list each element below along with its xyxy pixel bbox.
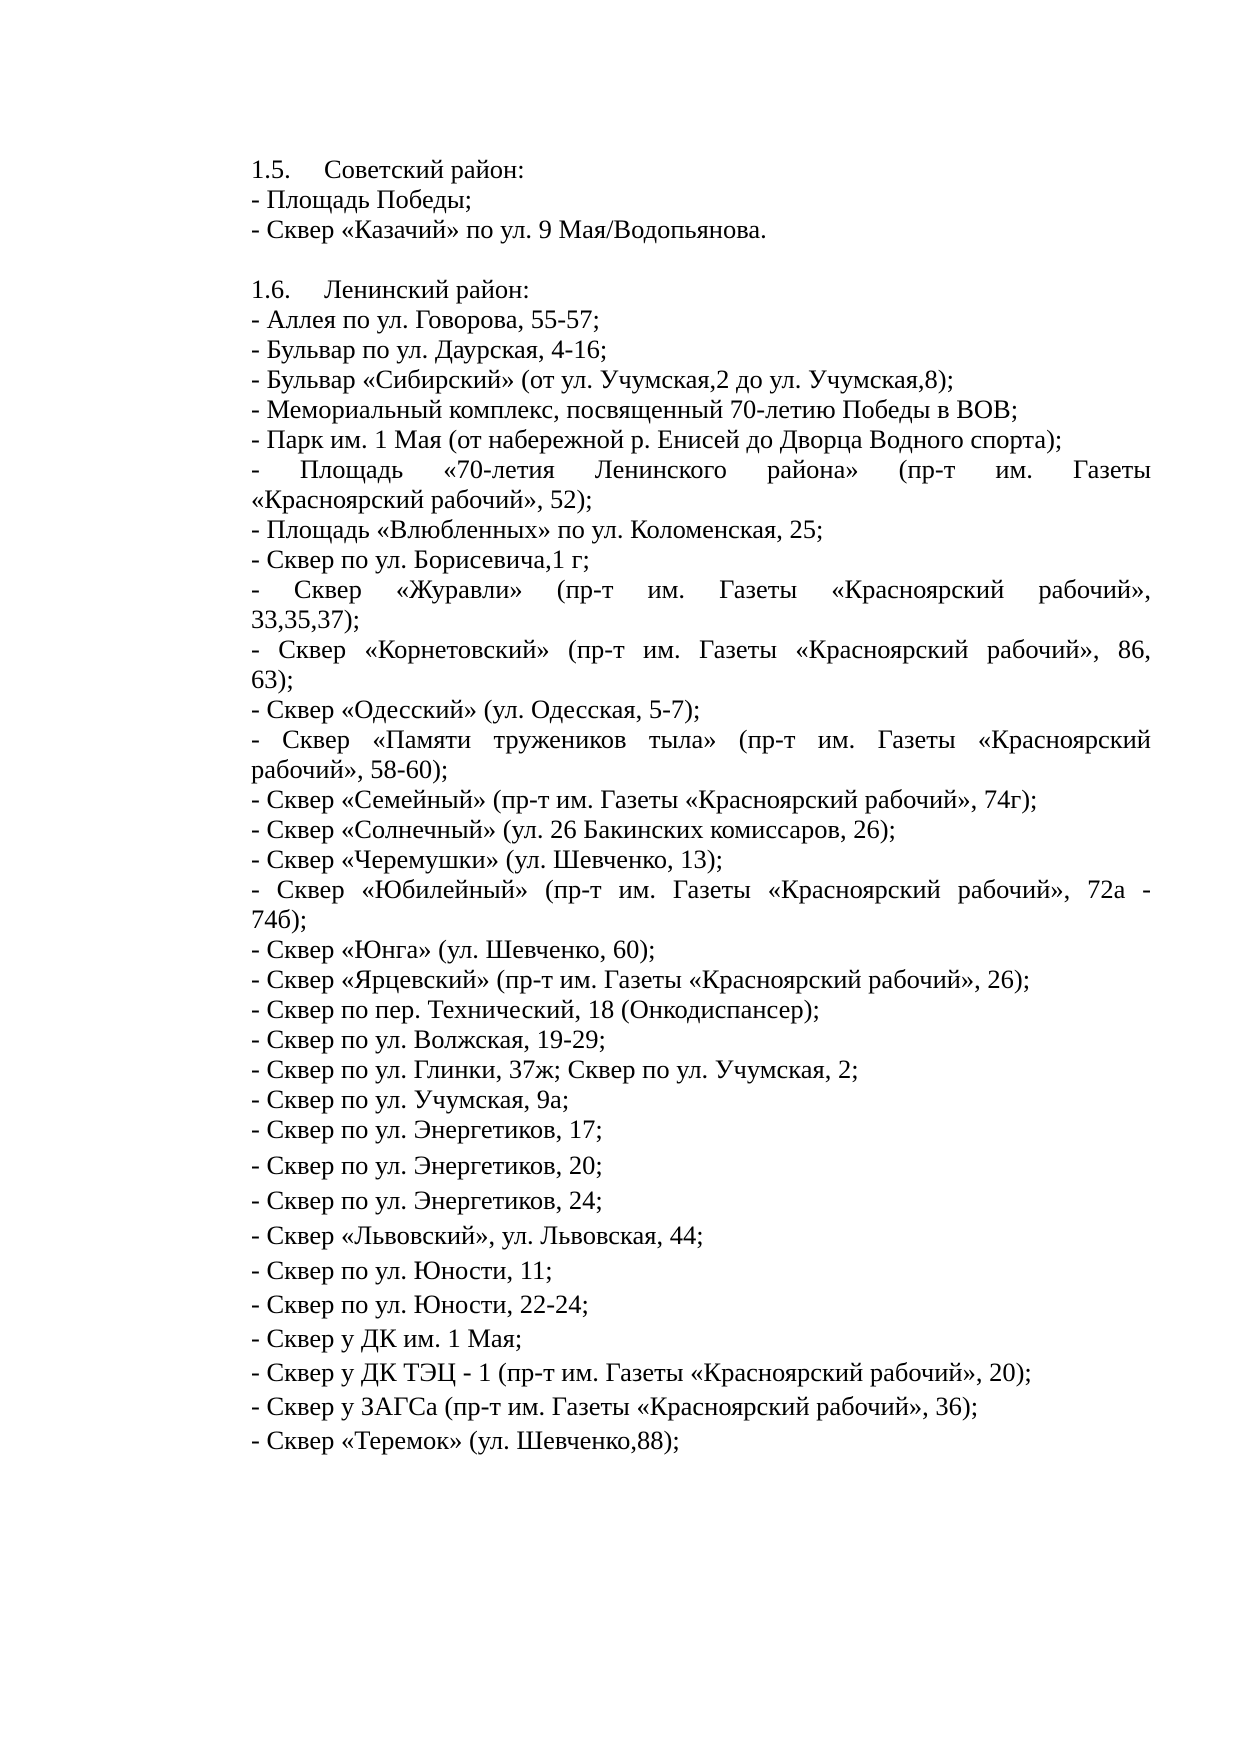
section-heading-sovetsky (251, 154, 525, 184)
list-item: - Площадь «Влюбленных» по ул. Коломенская, 25; (251, 514, 824, 544)
list-item: - Сквер «Журавли» (пр-т им. Газеты «Красноярский рабочий», (251, 574, 1151, 604)
list-item: - Сквер по ул. Юности, 22-24; (251, 1289, 589, 1319)
list-item: - Сквер у ДК ТЭЦ - 1 (пр-т им. Газеты «Красноярский рабочий», 20); (251, 1357, 1032, 1387)
list-item: - Сквер «Юбилейный» (пр-т им. Газеты «Красноярский рабочий», 72а - (251, 874, 1151, 904)
list-item: - Сквер по ул. Энергетиков, 24; (251, 1185, 603, 1215)
list-item: - Аллея по ул. Говорова, 55-57; (251, 304, 600, 334)
section-number: 1.5. (251, 154, 291, 184)
list-item: - Сквер «Теремок» (ул. Шевченко,88); (251, 1425, 680, 1455)
list-item: - Сквер «Семейный» (пр-т им. Газеты «Красноярский рабочий», 74г); (251, 784, 1038, 814)
list-item: - Сквер у ДК им. 1 Мая; (251, 1323, 523, 1353)
list-item-continuation: 33,35,37); (251, 604, 360, 634)
list-item: - Сквер «Черемушки» (ул. Шевченко, 13); (251, 844, 723, 874)
list-item: - Бульвар «Сибирский» (от ул. Учумская,2 до ул. Учумская,8); (251, 364, 954, 394)
list-item: - Сквер «Памяти тружеников тыла» (пр-т им. Газеты «Красноярский (251, 724, 1151, 754)
list-item: - Сквер «Львовский», ул. Львовская, 44; (251, 1220, 704, 1250)
section-heading-leninsky (251, 274, 530, 304)
list-item: - Сквер «Корнетовский» (пр-т им. Газеты «Красноярский рабочий», 86, (251, 634, 1151, 664)
list-item: - Площадь Победы; (251, 184, 473, 214)
section-number: 1.6. (251, 274, 291, 304)
list-item: - Площадь «70-летия Ленинского района» (пр-т им. Газеты (251, 454, 1151, 484)
list-item: - Сквер «Ярцевский» (пр-т им. Газеты «Красноярский рабочий», 26); (251, 964, 1031, 994)
list-item-continuation: 63); (251, 664, 294, 694)
list-item: - Мемориальный комплекс, посвященный 70-летию Победы в ВОВ; (251, 394, 1019, 424)
list-item: - Бульвар по ул. Даурская, 4-16; (251, 334, 608, 364)
list-item: - Сквер у ЗАГСа (пр-т им. Газеты «Красноярский рабочий», 36); (251, 1391, 979, 1421)
list-item: - Сквер по ул. Энергетиков, 17; (251, 1114, 603, 1144)
list-item: - Сквер «Казачий» по ул. 9 Мая/Водопьянова. (251, 214, 767, 244)
section-title: Ленинский район: (324, 274, 530, 304)
list-item: - Парк им. 1 Мая (от набережной р. Енисей до Дворца Водного спорта); (251, 424, 1063, 454)
list-item: - Сквер по ул. Энергетиков, 20; (251, 1150, 603, 1180)
list-item-continuation: рабочий», 58-60); (251, 754, 449, 784)
list-item: - Сквер по ул. Юности, 11; (251, 1255, 553, 1285)
list-item: - Сквер по ул. Волжская, 19-29; (251, 1024, 606, 1054)
section-title: Советский район: (324, 154, 525, 184)
list-item: - Сквер по пер. Технический, 18 (Онкодиспансер); (251, 994, 820, 1024)
list-item-continuation: «Красноярский рабочий», 52); (251, 484, 593, 514)
list-item-continuation: 74б); (251, 904, 308, 934)
list-item: - Сквер «Одесский» (ул. Одесская, 5-7); (251, 694, 701, 724)
list-item: - Сквер «Юнга» (ул. Шевченко, 60); (251, 934, 656, 964)
list-item: - Сквер по ул. Борисевича,1 г; (251, 544, 590, 574)
list-item: - Сквер «Солнечный» (ул. 26 Бакинских комиссаров, 26); (251, 814, 896, 844)
list-item: - Сквер по ул. Учумская, 9а; (251, 1084, 570, 1114)
list-item: - Сквер по ул. Глинки, 37ж; Сквер по ул. Учумская, 2; (251, 1054, 859, 1084)
